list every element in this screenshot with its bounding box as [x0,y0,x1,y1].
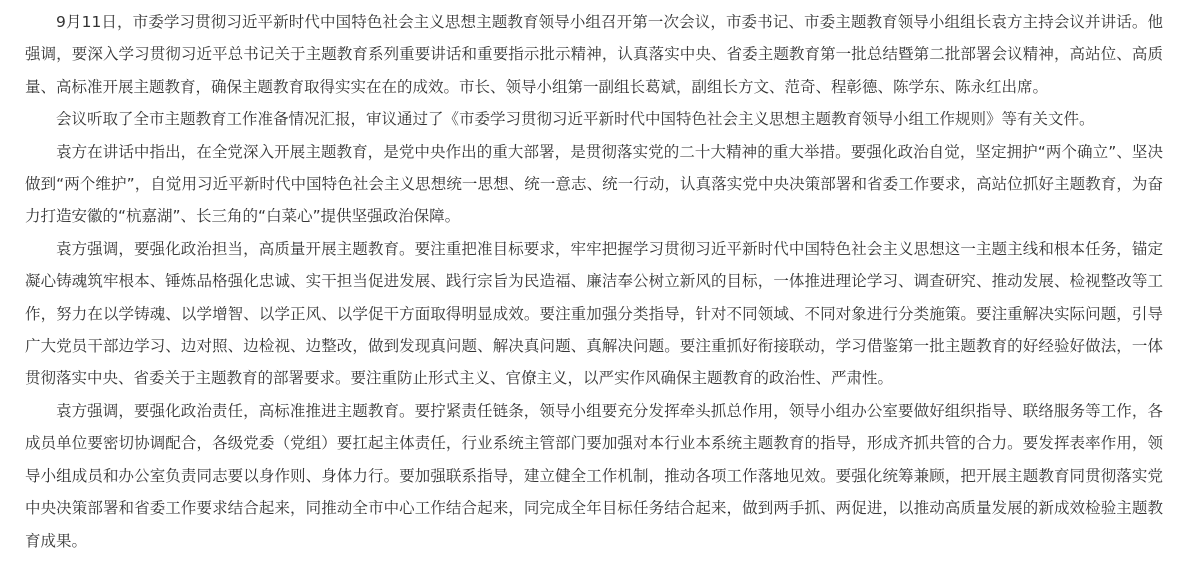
article-paragraph-political-responsibility: 袁方强调，要强化政治责任，高标准推进主题教育。要拧紧责任链条，领导小组要充分发挥牵头抓总作用，领导小组办公室要做好组织指导、联络服务等工作，各成员单位要密切协调配合，各级党委（党组）要扛起主体责任，行业系统主管部门要加强对本行业本系统主题教育的指导，形成齐抓共管的合力。要发挥表率作用，领导小组成员和办公室负责同志要以身作则、身体力行。要加强联系指导，建立健全工作机制，推动各项工作落地见效。要强化统筹兼顾，把开展主题教育同贯彻落实党中央决策部署和省委工作要求结合起来，同推动全市中心工作结合起来，同完成全年目标任务结合起来，做到两手抓、两促进，以推动高质量发展的新成效检验主题教育成果。 [25,401,1163,550]
article-paragraph-meeting-agenda: 会议听取了全市主题教育工作准备情况汇报，审议通过了《市委学习贯彻习近平新时代中国特色社会主义思想主题教育领导小组工作规则》等有关文件。 [56,110,1095,129]
article-paragraph-meeting-summary: 9月11日，市委学习贯彻习近平新时代中国特色社会主义思想主题教育领导小组召开第一次会议，市委书记、市委主题教育领导小组组长袁方主持会议并讲话。他强调，要深入学习贯彻习近平总书记关于主题教育系列重要讲话和重要指示批示精神，认真落实中央、省委主题教育第一批总结暨第二批部署会议精神，高站位、高质量、高标准开展主题教育，确保主题教育取得实实在在的成效。市长、领导小组第一副组长葛斌，副组长方文、范奇、程彰德、陈学东、陈永红出席。 [25,13,1163,96]
article-paragraph-political-awareness: 袁方在讲话中指出，在全党深入开展主题教育，是党中央作出的重大部署，是贯彻落实党的二十大精神的重大举措。要强化政治自觉，坚定拥护“两个确立”、坚决做到“两个维护”，自觉用习近平新时代中国特色社会主义思想统一思想、统一意志、统一行动，认真落实党中央决策部署和省委工作要求，高站位抓好主题教育，为奋力打造安徽的“杭嘉湖”、长三角的“白菜心”提供坚强政治保障。 [25,142,1163,226]
article-paragraph-political-commitment: 袁方强调，要强化政治担当，高质量开展主题教育。要注重把准目标要求，牢牢把握学习贯彻习近平新时代中国特色社会主义思想这一主题主线和根本任务，锚定凝心铸魂筑牢根本、锤炼品格强化忠诚、实干担当促进发展、践行宗旨为民造福、廉洁奉公树立新风的目标，一体推进理论学习、调查研究、推动发展、检视整改等工作，努力在以学铸魂、以学增智、以学正风、以学促干方面取得明显成效。要注重加强分类指导，针对不同领域、不同对象进行分类施策。要注重解决实际问题，引导广大党员干部边学习、边对照、边检视、边整改，做到发现真问题、解决真问题、真解决问题。要注重抓好衔接联动，学习借鉴第一批主题教育的好经验好做法，一体贯彻落实中央、省委关于主题教育的部署要求。要注重防止形式主义、官僚主义，以严实作风确保主题教育的政治性、严肃性。 [25,239,1163,388]
